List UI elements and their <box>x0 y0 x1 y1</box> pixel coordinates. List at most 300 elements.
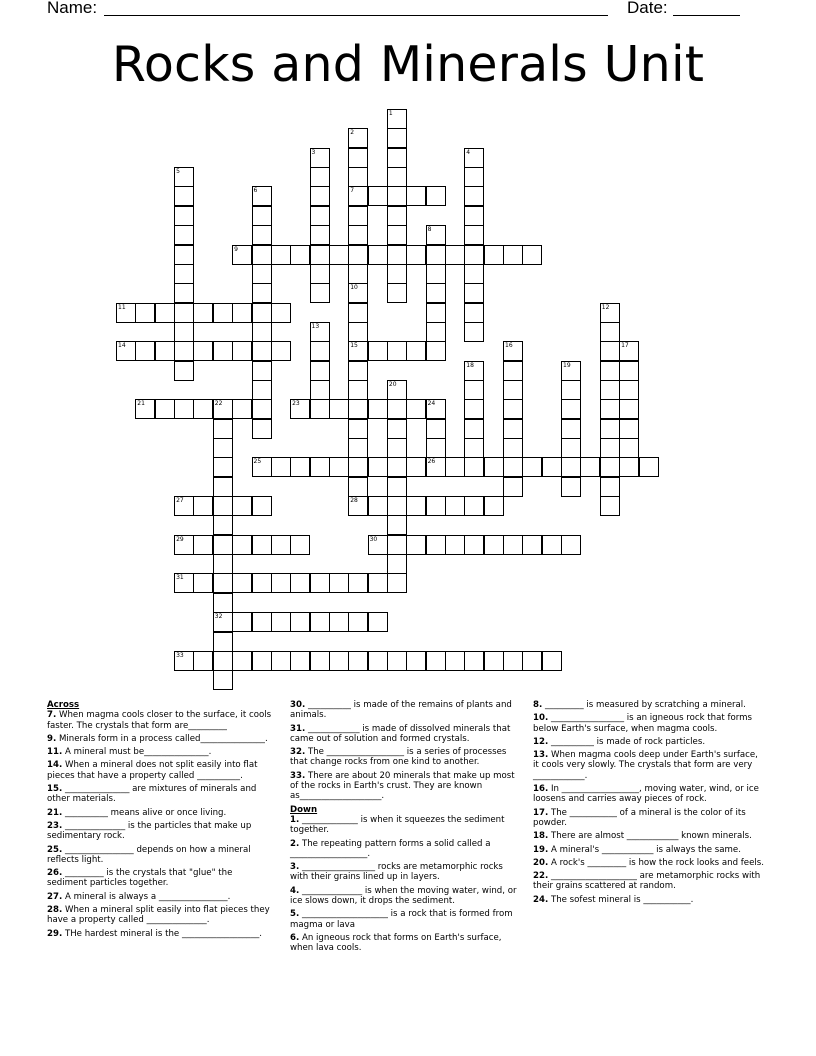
crossword-cell[interactable] <box>232 651 252 671</box>
crossword-cell[interactable] <box>348 186 368 206</box>
crossword-cell[interactable] <box>484 651 504 671</box>
clue-text: ______________ is when the moving water, wind, or ice slows down, it drops the sediment. <box>290 885 517 907</box>
crossword-cell[interactable] <box>252 496 272 516</box>
crossword-cell[interactable] <box>174 167 194 187</box>
clue-text: A mineral is always a ________________. <box>62 891 231 902</box>
clue-item <box>533 750 765 781</box>
crossword-cell[interactable] <box>368 186 388 206</box>
crossword-cell[interactable] <box>387 264 407 284</box>
crossword-cell[interactable] <box>445 245 465 265</box>
crossword-cell[interactable] <box>155 303 175 323</box>
crossword-cell[interactable] <box>252 225 272 245</box>
crossword-cell[interactable] <box>271 245 291 265</box>
crossword-cell[interactable] <box>464 457 484 477</box>
crossword-cell[interactable] <box>348 651 368 671</box>
crossword-cell[interactable] <box>252 206 272 226</box>
crossword-cell[interactable] <box>426 651 446 671</box>
crossword-cell[interactable] <box>600 380 620 400</box>
clue-num: 16. <box>533 784 549 795</box>
clue-number: 27 <box>176 497 184 504</box>
crossword-cell[interactable] <box>464 167 484 187</box>
crossword-cell[interactable] <box>426 496 446 516</box>
clue-text: ______________ is the particles that make up sedimentary rock. <box>47 820 252 842</box>
crossword-cell[interactable] <box>348 380 368 400</box>
crossword-cell[interactable] <box>174 361 194 381</box>
crossword-cell[interactable] <box>600 496 620 516</box>
crossword-cell[interactable] <box>271 457 291 477</box>
crossword-cell[interactable] <box>174 186 194 206</box>
crossword-cell[interactable] <box>232 245 252 265</box>
crossword-cell[interactable] <box>232 535 252 555</box>
crossword-cell[interactable] <box>561 399 581 419</box>
clue-number: 25 <box>253 458 262 466</box>
crossword-cell[interactable] <box>368 573 388 593</box>
crossword-cell[interactable] <box>252 245 272 265</box>
crossword-cell[interactable] <box>503 457 523 477</box>
clue-num: 31. <box>290 723 306 734</box>
crossword-cell[interactable] <box>174 206 194 226</box>
crossword-cell[interactable] <box>464 361 484 381</box>
crossword-cell[interactable] <box>387 186 407 206</box>
crossword-cell[interactable] <box>503 651 523 671</box>
crossword-cell[interactable] <box>464 245 484 265</box>
crossword-cell[interactable] <box>387 128 407 148</box>
clue-num: 8. <box>533 700 543 710</box>
crossword-cell[interactable] <box>406 496 426 516</box>
crossword-cell[interactable] <box>290 573 310 593</box>
crossword-cell[interactable] <box>426 438 446 458</box>
crossword-cell[interactable] <box>600 361 620 381</box>
crossword-cell[interactable] <box>464 496 484 516</box>
crossword-cell[interactable] <box>310 573 330 593</box>
crossword-cell[interactable] <box>271 535 291 555</box>
crossword-cell[interactable] <box>426 399 446 419</box>
crossword-cell[interactable] <box>348 341 368 361</box>
crossword-cell[interactable] <box>348 245 368 265</box>
crossword-cell[interactable] <box>406 535 426 555</box>
crossword-cell[interactable] <box>464 535 484 555</box>
crossword-cell[interactable] <box>116 341 136 361</box>
crossword-cell[interactable] <box>600 419 620 439</box>
crossword-cell[interactable] <box>445 457 465 477</box>
crossword-cell[interactable] <box>368 496 388 516</box>
crossword-cell[interactable] <box>368 399 388 419</box>
crossword-cell[interactable] <box>387 515 407 535</box>
crossword-cell[interactable] <box>387 225 407 245</box>
crossword-cell[interactable] <box>464 303 484 323</box>
crossword-cell[interactable] <box>348 573 368 593</box>
crossword-cell[interactable] <box>174 225 194 245</box>
crossword-cell[interactable] <box>464 225 484 245</box>
crossword-cell[interactable] <box>135 341 155 361</box>
crossword-cell[interactable] <box>387 438 407 458</box>
crossword-cell[interactable] <box>174 245 194 265</box>
crossword-cell[interactable] <box>213 496 233 516</box>
crossword-cell[interactable] <box>387 457 407 477</box>
crossword-cell[interactable] <box>232 496 252 516</box>
crossword-cell[interactable] <box>193 496 213 516</box>
crossword-cell[interactable] <box>387 167 407 187</box>
crossword-cell[interactable] <box>639 457 659 477</box>
crossword-cell[interactable] <box>522 245 542 265</box>
crossword-cell[interactable] <box>503 341 523 361</box>
crossword-cell[interactable] <box>174 496 194 516</box>
crossword-cell[interactable] <box>464 380 484 400</box>
crossword-cell[interactable] <box>406 399 426 419</box>
crossword-cell[interactable] <box>174 573 194 593</box>
clue-number: 19 <box>563 361 571 369</box>
crossword-cell[interactable] <box>193 303 213 323</box>
clue-item <box>290 771 522 802</box>
crossword-cell[interactable] <box>174 283 194 303</box>
crossword-cell[interactable] <box>252 651 272 671</box>
crossword-cell[interactable] <box>406 186 426 206</box>
crossword-cell[interactable] <box>193 651 213 671</box>
crossword-cell[interactable] <box>542 535 562 555</box>
crossword-cell[interactable] <box>348 148 368 168</box>
clue-number: 23 <box>292 400 300 408</box>
crossword-cell[interactable] <box>600 303 620 323</box>
crossword-cell[interactable] <box>252 419 272 439</box>
crossword-cell[interactable] <box>368 535 388 555</box>
crossword-cell[interactable] <box>561 477 581 497</box>
crossword-cell[interactable] <box>426 303 446 323</box>
crossword-cell[interactable] <box>329 573 349 593</box>
crossword-cell[interactable] <box>464 399 484 419</box>
crossword-cell[interactable] <box>503 535 523 555</box>
crossword-cell[interactable] <box>329 245 349 265</box>
clue-num: 7. <box>47 710 57 721</box>
crossword-cell[interactable] <box>252 457 272 477</box>
crossword-cell[interactable] <box>348 264 368 284</box>
crossword-cell[interactable] <box>561 419 581 439</box>
crossword-cell[interactable] <box>561 361 581 381</box>
crossword-cell[interactable] <box>503 438 523 458</box>
crossword-cell[interactable] <box>232 573 252 593</box>
crossword-cell[interactable] <box>348 438 368 458</box>
crossword-cell[interactable] <box>271 573 291 593</box>
crossword-cell[interactable] <box>271 612 291 632</box>
crossword-cell[interactable] <box>484 496 504 516</box>
clue-text: __________ is made of rock particles. <box>548 736 706 747</box>
crossword-cell[interactable] <box>464 206 484 226</box>
crossword-cell[interactable] <box>387 573 407 593</box>
crossword-cell[interactable] <box>174 535 194 555</box>
crossword-cell[interactable] <box>290 612 310 632</box>
crossword-cell[interactable] <box>213 457 233 477</box>
crossword-cell[interactable] <box>484 535 504 555</box>
clue-num: 28. <box>47 905 63 916</box>
crossword-cell[interactable] <box>406 457 426 477</box>
clue-number: 9 <box>234 245 238 253</box>
crossword-cell[interactable] <box>387 380 407 400</box>
crossword-cell[interactable] <box>619 419 639 439</box>
crossword-cell[interactable] <box>522 457 542 477</box>
crossword-cell[interactable] <box>252 322 272 342</box>
crossword-cell[interactable] <box>193 341 213 361</box>
crossword-cell[interactable] <box>135 399 155 419</box>
crossword-cell[interactable] <box>310 167 330 187</box>
crossword-cell[interactable] <box>619 341 639 361</box>
clue-item <box>533 858 765 868</box>
crossword-cell[interactable] <box>213 632 233 652</box>
crossword-cell[interactable] <box>522 535 542 555</box>
clue-text: ____________ is made of dissolved minerals that came out of solution and formed crystals. <box>290 723 511 744</box>
crossword-cell[interactable] <box>252 380 272 400</box>
crossword-cell[interactable] <box>387 419 407 439</box>
clue-item <box>47 892 275 902</box>
clue-number: 7 <box>350 187 355 195</box>
crossword-cell[interactable] <box>348 477 368 497</box>
crossword-cell[interactable] <box>310 245 330 265</box>
crossword-cell[interactable] <box>348 225 368 245</box>
crossword-cell[interactable] <box>135 303 155 323</box>
clue-text: The repeating pattern forms a solid called a __________________. <box>290 838 491 859</box>
crossword-cell[interactable] <box>193 573 213 593</box>
crossword-cell[interactable] <box>155 399 175 419</box>
crossword-cell[interactable] <box>213 535 233 555</box>
crossword-cell[interactable] <box>600 399 620 419</box>
clue-number: 15 <box>350 342 358 350</box>
crossword-cell[interactable] <box>310 399 330 419</box>
crossword-cell[interactable] <box>310 322 330 342</box>
crossword-cell[interactable] <box>406 651 426 671</box>
crossword-cell[interactable] <box>213 670 233 690</box>
crossword-cell[interactable] <box>213 341 233 361</box>
crossword-cell[interactable] <box>619 438 639 458</box>
crossword-cell[interactable] <box>310 341 330 361</box>
clue-number: 3 <box>311 148 316 156</box>
clue-num: 32. <box>290 747 306 758</box>
crossword-cell[interactable] <box>561 457 581 477</box>
crossword-cell[interactable] <box>174 341 194 361</box>
crossword-cell[interactable] <box>310 186 330 206</box>
crossword-cell[interactable] <box>368 612 388 632</box>
crossword-cell[interactable] <box>426 457 446 477</box>
crossword-cell[interactable] <box>600 477 620 497</box>
crossword-cell[interactable] <box>213 515 233 535</box>
crossword-cell[interactable] <box>232 399 252 419</box>
crossword-cell[interactable] <box>329 651 349 671</box>
crossword-cell[interactable] <box>213 303 233 323</box>
crossword-cell[interactable] <box>368 651 388 671</box>
crossword-cell[interactable] <box>542 651 562 671</box>
crossword-cell[interactable] <box>503 245 523 265</box>
crossword-cell[interactable] <box>213 651 233 671</box>
crossword-cell[interactable] <box>174 264 194 284</box>
crossword-cell[interactable] <box>464 283 484 303</box>
crossword-cell[interactable] <box>387 245 407 265</box>
crossword-cell[interactable] <box>426 264 446 284</box>
crossword-cell[interactable] <box>387 109 407 129</box>
crossword-cell[interactable] <box>213 419 233 439</box>
crossword-cell[interactable] <box>213 438 233 458</box>
crossword-cell[interactable] <box>348 419 368 439</box>
crossword-cell[interactable] <box>561 535 581 555</box>
crossword-cell[interactable] <box>406 341 426 361</box>
crossword-cell[interactable] <box>426 283 446 303</box>
crossword-cell[interactable] <box>387 283 407 303</box>
crossword-cell[interactable] <box>426 341 446 361</box>
crossword-cell[interactable] <box>348 303 368 323</box>
crossword-cell[interactable] <box>348 612 368 632</box>
crossword-cell[interactable] <box>290 399 310 419</box>
crossword-cell[interactable] <box>464 186 484 206</box>
crossword-cell[interactable] <box>348 322 368 342</box>
crossword-cell[interactable] <box>619 361 639 381</box>
crossword-cell[interactable] <box>387 341 407 361</box>
crossword-cell[interactable] <box>600 341 620 361</box>
crossword-cell[interactable] <box>252 264 272 284</box>
crossword-cell[interactable] <box>232 341 252 361</box>
crossword-cell[interactable] <box>174 399 194 419</box>
crossword-cell[interactable] <box>580 457 600 477</box>
crossword-cell[interactable] <box>310 206 330 226</box>
crossword-cell[interactable] <box>445 651 465 671</box>
crossword-cell[interactable] <box>503 477 523 497</box>
crossword-cell[interactable] <box>252 612 272 632</box>
crossword-cell[interactable] <box>213 593 233 613</box>
crossword-cell[interactable] <box>271 651 291 671</box>
crossword-cell[interactable] <box>561 380 581 400</box>
crossword-cell[interactable] <box>368 341 388 361</box>
crossword-cell[interactable] <box>600 457 620 477</box>
crossword-cell[interactable] <box>174 651 194 671</box>
crossword-cell[interactable] <box>290 535 310 555</box>
crossword-cell[interactable] <box>368 245 388 265</box>
crossword-cell[interactable] <box>387 477 407 497</box>
crossword-cell[interactable] <box>348 283 368 303</box>
crossword-cell[interactable] <box>348 496 368 516</box>
crossword-cell[interactable] <box>310 264 330 284</box>
crossword-cell[interactable] <box>464 264 484 284</box>
crossword-cell[interactable] <box>426 186 446 206</box>
clue-number: 10 <box>350 284 358 292</box>
crossword-cell[interactable] <box>619 399 639 419</box>
crossword-cell[interactable] <box>484 245 504 265</box>
clue-number: 12 <box>601 303 610 311</box>
crossword-cell[interactable] <box>213 554 233 574</box>
crossword-cell[interactable] <box>387 496 407 516</box>
crossword-cell[interactable] <box>348 206 368 226</box>
crossword-cell[interactable] <box>252 303 272 323</box>
crossword-cell[interactable] <box>310 380 330 400</box>
crossword-cell[interactable] <box>426 419 446 439</box>
crossword-cell[interactable] <box>252 573 272 593</box>
crossword-cell[interactable] <box>329 457 349 477</box>
crossword-cell[interactable] <box>310 612 330 632</box>
crossword-cell[interactable] <box>252 186 272 206</box>
crossword-cell[interactable] <box>155 341 175 361</box>
crossword-cell[interactable] <box>464 419 484 439</box>
crossword-cell[interactable] <box>310 361 330 381</box>
crossword-cell[interactable] <box>290 457 310 477</box>
crossword-cell[interactable] <box>213 477 233 497</box>
crossword-cell[interactable] <box>561 438 581 458</box>
crossword-cell[interactable] <box>445 535 465 555</box>
crossword-cell[interactable] <box>252 341 272 361</box>
crossword-cell[interactable] <box>232 303 252 323</box>
crossword-cell[interactable] <box>484 457 504 477</box>
crossword-cell[interactable] <box>426 225 446 245</box>
crossword-cell[interactable] <box>368 457 388 477</box>
crossword-cell[interactable] <box>503 361 523 381</box>
name-label: Name: <box>47 0 98 17</box>
crossword-cell[interactable] <box>619 380 639 400</box>
crossword-cell[interactable] <box>252 399 272 419</box>
crossword-cell[interactable] <box>213 399 233 419</box>
crossword-cell[interactable] <box>193 535 213 555</box>
crossword-cell[interactable] <box>426 535 446 555</box>
crossword-cell[interactable] <box>310 457 330 477</box>
crossword-cell[interactable] <box>600 322 620 342</box>
crossword-cell[interactable] <box>213 612 233 632</box>
crossword-cell[interactable] <box>271 341 291 361</box>
crossword-cell[interactable] <box>310 225 330 245</box>
crossword-cell[interactable] <box>503 419 523 439</box>
crossword-cell[interactable] <box>387 651 407 671</box>
clue-num: 27. <box>47 891 63 902</box>
crossword-cell[interactable] <box>310 283 330 303</box>
crossword-cell[interactable] <box>329 399 349 419</box>
crossword-cell[interactable] <box>600 438 620 458</box>
crossword-cell[interactable] <box>387 554 407 574</box>
crossword-cell[interactable] <box>213 573 233 593</box>
crossword-cell[interactable] <box>290 245 310 265</box>
crossword-cell[interactable] <box>464 148 484 168</box>
crossword-cell[interactable] <box>387 535 407 555</box>
crossword-cell[interactable] <box>464 438 484 458</box>
crossword-cell[interactable] <box>310 148 330 168</box>
crossword-cell[interactable] <box>426 245 446 265</box>
crossword-cell[interactable] <box>174 303 194 323</box>
crossword-cell[interactable] <box>348 167 368 187</box>
crossword-cell[interactable] <box>406 245 426 265</box>
crossword-cell[interactable] <box>387 399 407 419</box>
crossword-cell[interactable] <box>348 128 368 148</box>
crossword-cell[interactable] <box>387 148 407 168</box>
crossword-cell[interactable] <box>232 612 252 632</box>
crossword-cell[interactable] <box>348 399 368 419</box>
crossword-cell[interactable] <box>522 651 542 671</box>
crossword-cell[interactable] <box>252 283 272 303</box>
crossword-cell[interactable] <box>329 612 349 632</box>
clue-item <box>533 808 765 829</box>
clue-item <box>290 815 522 836</box>
crossword-cell[interactable] <box>252 361 272 381</box>
crossword-cell[interactable] <box>271 303 291 323</box>
crossword-cell[interactable] <box>542 457 562 477</box>
crossword-cell[interactable] <box>348 361 368 381</box>
crossword-cell[interactable] <box>174 322 194 342</box>
crossword-cell[interactable] <box>464 322 484 342</box>
crossword-cell[interactable] <box>348 457 368 477</box>
crossword-cell[interactable] <box>445 496 465 516</box>
crossword-cell[interactable] <box>116 303 136 323</box>
crossword-cell[interactable] <box>464 651 484 671</box>
crossword-cell[interactable] <box>503 380 523 400</box>
crossword-cell[interactable] <box>290 651 310 671</box>
crossword-cell[interactable] <box>503 399 523 419</box>
clue-item <box>533 700 765 710</box>
crossword-cell[interactable] <box>387 206 407 226</box>
clue-number: 18 <box>466 361 474 369</box>
crossword-cell[interactable] <box>310 651 330 671</box>
crossword-cell[interactable] <box>193 399 213 419</box>
crossword-cell[interactable] <box>252 535 272 555</box>
crossword-cell[interactable] <box>426 322 446 342</box>
crossword-cell[interactable] <box>619 457 639 477</box>
